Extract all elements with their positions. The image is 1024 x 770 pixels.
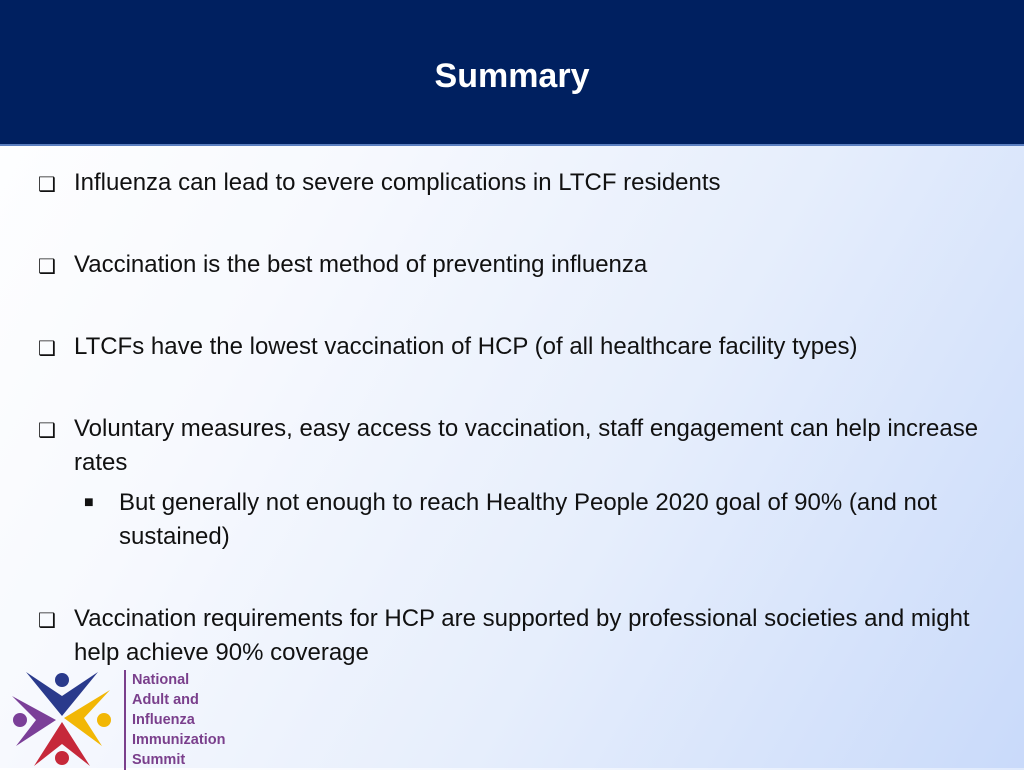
logo-line: Summit xyxy=(132,752,186,768)
checkbox-bullet-icon: ❑ xyxy=(38,610,56,632)
checkbox-bullet-icon: ❑ xyxy=(38,420,56,442)
bullet-text: LTCFs have the lowest vaccination of HCP (of all healthcare facility types) xyxy=(74,333,858,360)
bullet-list xyxy=(32,166,992,718)
checkbox-bullet-icon: ❑ xyxy=(38,338,56,360)
logo-text xyxy=(124,670,225,770)
logo-line: Influenza xyxy=(132,712,195,728)
checkbox-bullet-icon: ❑ xyxy=(38,174,56,196)
slide-title: Summary xyxy=(434,56,590,95)
bullet-item xyxy=(32,166,992,200)
logo-line: Adult and xyxy=(132,692,199,708)
bullet-item xyxy=(32,602,992,670)
title-bar xyxy=(0,0,1024,146)
bullet-text: Voluntary measures, easy access to vaccination, staff engagement can help increase rates xyxy=(74,415,979,476)
sub-bullet-text: But generally not enough to reach Healthy People 2020 goal of 90% (and not sustained) xyxy=(119,489,937,550)
checkbox-bullet-icon: ❑ xyxy=(38,256,56,278)
logo-line: Immunization xyxy=(132,732,226,748)
bullet-item xyxy=(32,330,992,364)
bullet-text: Vaccination requirements for HCP are supported by professional societies and might help achieve 90% coverage xyxy=(74,605,970,666)
bullet-text: Vaccination is the best method of preventing influenza xyxy=(74,251,648,278)
summit-logo-icon xyxy=(6,668,118,768)
bullet-text: Influenza can lead to severe complications in LTCF residents xyxy=(74,169,721,196)
logo-line: National xyxy=(132,672,190,688)
bullet-item xyxy=(32,412,992,480)
sub-bullet-item xyxy=(32,486,992,554)
square-bullet-icon: ■ xyxy=(84,494,94,511)
summit-logo xyxy=(6,668,246,768)
bullet-item xyxy=(32,248,992,282)
